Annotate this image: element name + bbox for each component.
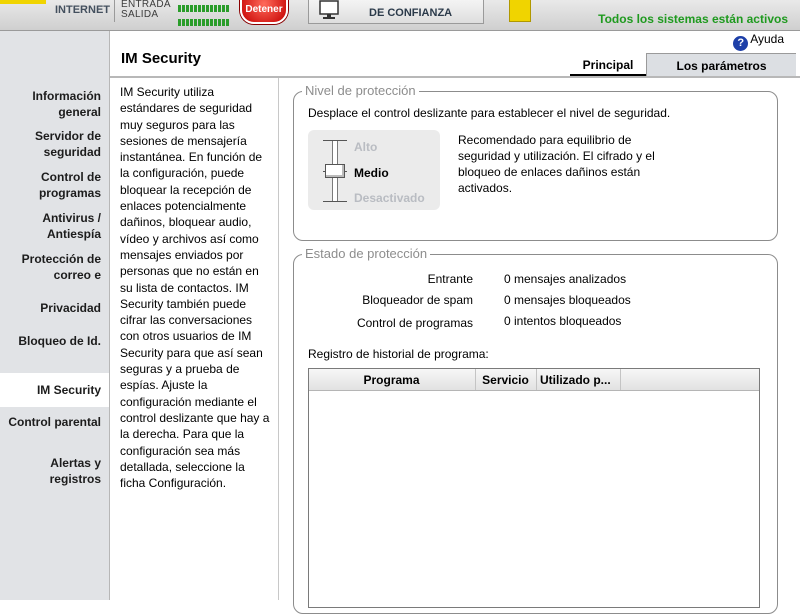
stat-spam-value: 0 mensajes bloqueados [504, 293, 631, 307]
sidebar-item-id-lock[interactable]: Bloqueo de Id. [18, 334, 101, 348]
slider-tick [323, 201, 347, 202]
stop-button[interactable]: Detener [240, 0, 288, 24]
help-icon[interactable]: ? [733, 36, 748, 51]
incoming-label: ENTRADA [121, 0, 171, 10]
protection-status-group [293, 246, 778, 614]
column-header-program[interactable]: Programa [363, 373, 420, 387]
sidebar-item-firewall[interactable]: Servidor de seguridad [34, 129, 101, 159]
security-slider-panel [308, 130, 440, 210]
sidebar-item-program-control[interactable]: Control de programas [38, 170, 101, 200]
stat-program-label: Control de programas [356, 316, 473, 330]
sidebar-item-antivirus[interactable]: Antivirus / Antiespía [42, 211, 101, 241]
slider-hint: Desplace el control deslizante para establecer el nivel de seguridad. [308, 106, 671, 120]
level-off[interactable]: Desactivado [354, 191, 425, 205]
tab-main[interactable]: Principal [570, 53, 646, 76]
traffic-bars [178, 1, 234, 19]
slider-thumb[interactable] [325, 164, 345, 178]
slider-tick [323, 140, 347, 141]
stat-incoming-value: 0 mensajes analizados [504, 272, 627, 286]
help-label[interactable]: Ayuda [750, 32, 784, 46]
trust-label: DE CONFIANZA [369, 7, 453, 19]
top-status-bar [0, 0, 800, 31]
internet-indicator [0, 0, 46, 4]
sidebar-item-parental-control[interactable]: Control parental [8, 415, 101, 429]
protection-level-title: Nivel de protección [302, 83, 419, 98]
tab-bar [520, 53, 800, 77]
monitor-icon [317, 0, 343, 20]
sidebar-item-privacy[interactable]: Privacidad [40, 301, 101, 315]
internet-label: INTERNET [55, 4, 110, 16]
level-high[interactable]: Alto [354, 140, 378, 154]
protection-status-title: Estado de protección [302, 246, 430, 261]
stat-spam-label: Bloqueador de spam [362, 293, 473, 307]
level-medium[interactable]: Medio [354, 166, 389, 180]
stat-program-value: 0 intentos bloqueados [504, 314, 622, 328]
internet-zone [0, 0, 115, 22]
security-slider[interactable] [321, 140, 349, 202]
lock-icon[interactable] [509, 0, 531, 22]
log-label: Registro de historial de programa: [308, 347, 489, 361]
sidebar-item-email-protection[interactable]: Protección de correo e [21, 252, 101, 282]
table-header [309, 369, 759, 391]
sidebar [0, 31, 110, 600]
sidebar-item-im-security[interactable]: IM Security [0, 373, 109, 407]
help-link[interactable] [733, 32, 784, 51]
trust-zone [308, 0, 484, 24]
page-title: IM Security [121, 50, 202, 67]
protection-level-group [293, 83, 778, 241]
header-divider [110, 76, 800, 78]
system-status-text: Todos los sistemas están activos [598, 12, 788, 26]
sidebar-item-alerts-logs[interactable]: Alertas y registros [49, 456, 101, 486]
column-header-service[interactable]: Servicio [475, 369, 535, 390]
lock-zone[interactable] [505, 0, 557, 22]
column-header-used-by[interactable]: Utilizado p... [536, 369, 620, 390]
stat-incoming-label: Entrante [427, 272, 473, 286]
feature-description: IM Security utiliza estándares de seguridad muy seguros para las sesiones de mensajería instantánea. En función de la configuración, puede bloquear la recepción de enlaces potencialmente dañinos, bloquear audio, vídeo y archivos así como mensajes enviados por personas que no están en su lista de contactos. IM Security también puede cifrar las conversaciones con otros usuarios de IM Security para que así sean seguras y a prueba de espías. Ajuste la configuración mediante el control deslizante que hay a la derecha. Para que la configuración sea más detallada, seleccione la ficha Configuración. [120, 85, 270, 491]
outgoing-label: SALIDA [121, 9, 159, 20]
level-description: Recomendado para equilibrio de seguridad y utilización. El cifrado y el bloqueo de enlaces dañinos están activados. [458, 133, 655, 195]
tab-parameters[interactable]: Los parámetros [646, 53, 796, 76]
column-divider [278, 78, 279, 600]
sidebar-item-overview[interactable]: Información general [32, 89, 101, 119]
program-history-table[interactable] [308, 368, 760, 608]
column-header-divider [620, 369, 621, 390]
traffic-meter [118, 0, 236, 22]
